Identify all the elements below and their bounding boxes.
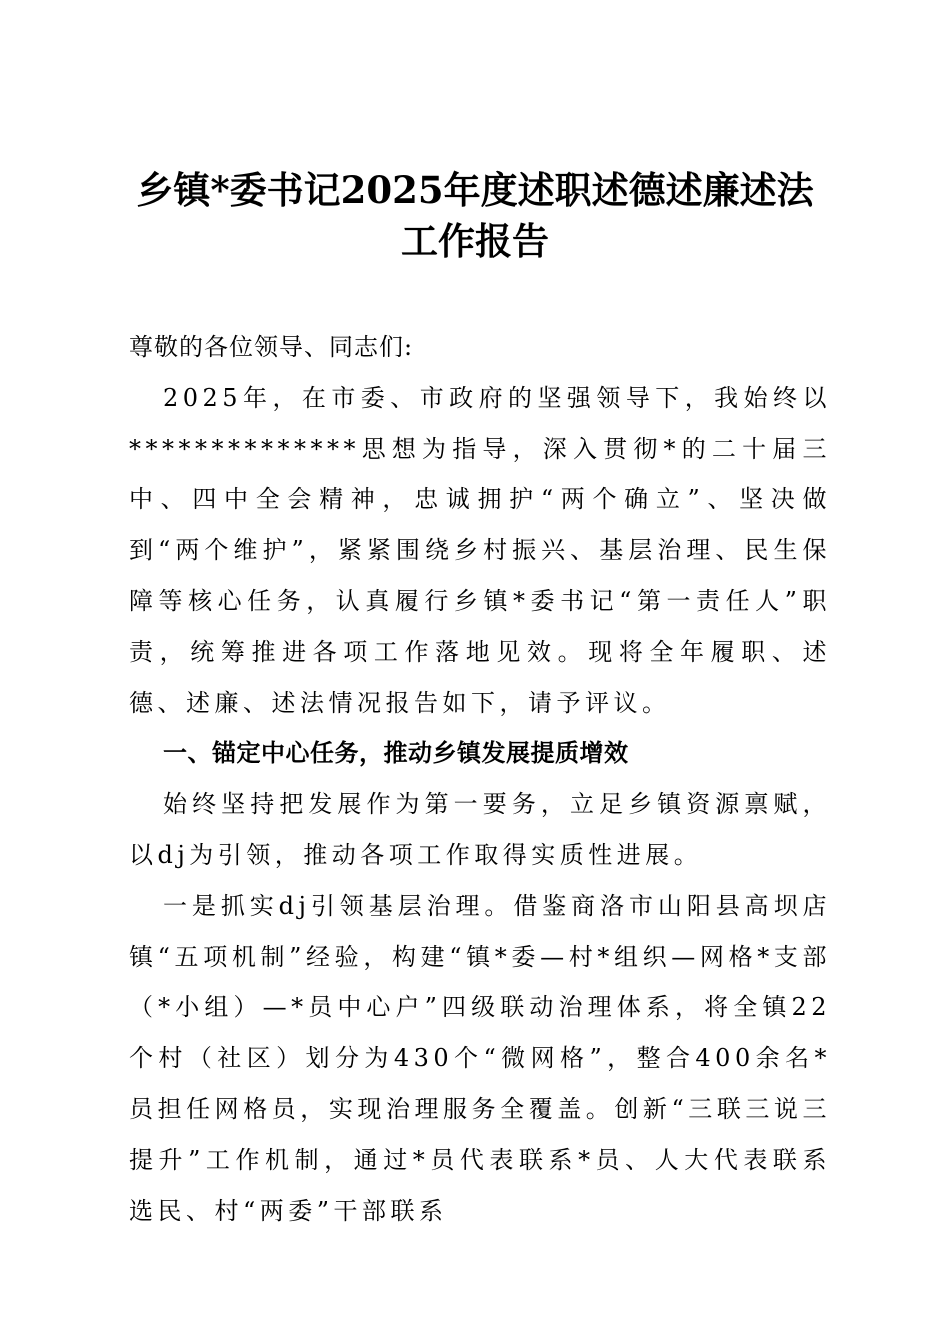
paragraph-intro: 2025年，在市委、市政府的坚强领导下，我始终以**************思想为指导，深入贯彻*的二十届三中、四中全会精神，忠诚拥护“两个确立”、坚决做到“两个维护”，紧紧围绕乡村振兴、基层治理、民生保障等核心任务，认真履行乡镇*委书记“第一责任人”职责，统筹推进各项工作落地见效。现将全年履职、述德、述廉、述法情况报告如下，请予评议。	[129, 383, 831, 717]
paragraph-section-1-point-1: 一是抓实dj引领基层治理。借鉴商洛市山阳县高坝店镇“五项机制”经验，构建“镇*委—村*组织—网格*支部（*小组）—*员中心户”四级联动治理体系，将全镇22个村（社区）划分为430个“微网格”，整合400余名*员担任网格员，实现治理服务全覆盖。创新“三联三说三提升”工作机制，通过*员代表联系*员、人大代表联系选民、村“两委”干部联系	[129, 891, 831, 1225]
document-title-line-1: 乡镇*委书记2025年度述职述德述廉述法	[136, 168, 814, 212]
document-title-line-2: 工作报告	[401, 219, 549, 263]
section-heading-1: 一、锚定中心任务，推动乡镇发展提质增效	[163, 739, 629, 768]
document-body	[129, 322, 831, 1236]
paragraph-section-1-lead: 始终坚持把发展作为第一要务，立足乡镇资源禀赋，以dj为引领，推动各项工作取得实质性进展。	[129, 790, 831, 869]
salutation: 尊敬的各位领导、同志们:	[129, 333, 414, 361]
